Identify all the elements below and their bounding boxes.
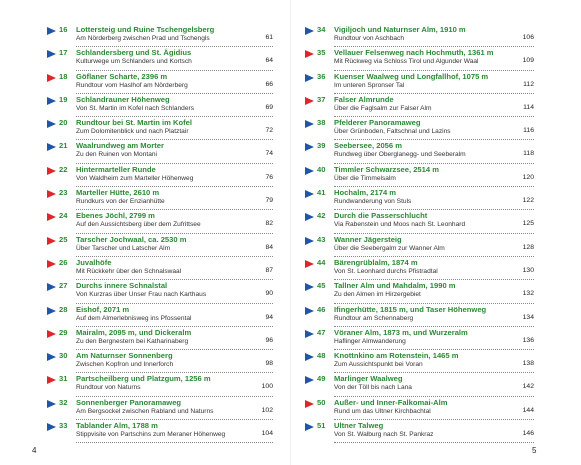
dotted-divider (76, 442, 273, 443)
tour-page-number: 61 (265, 34, 273, 41)
toc-entry[interactable] (47, 24, 273, 47)
toc-entry[interactable] (305, 234, 534, 257)
tour-page-number: 90 (265, 290, 273, 298)
toc-entry[interactable] (305, 373, 534, 396)
tour-number: 23 (59, 188, 68, 198)
toc-entry[interactable] (305, 94, 534, 117)
tour-page-number: 87 (265, 266, 273, 274)
blue-difficulty-flag-icon (47, 283, 56, 291)
toc-entry[interactable] (305, 47, 534, 70)
blue-difficulty-flag-icon (305, 143, 314, 151)
tour-title: Wanner Jägersteig (334, 234, 402, 244)
tour-subtitle: Rundkurs von der Enzianhütte (76, 198, 165, 206)
tour-subtitle: Von Kurzras über Unser Frau nach Karthaus (76, 291, 207, 299)
tour-page-number: 84 (265, 243, 273, 251)
tour-number: 35 (317, 48, 326, 58)
blue-difficulty-flag-icon (305, 74, 314, 82)
toc-list-left (47, 24, 273, 443)
toc-entry[interactable] (47, 420, 273, 443)
toc-entry[interactable] (305, 210, 534, 233)
tour-subtitle: Am Nörderberg zwischen Prad und Tschengls (76, 35, 210, 42)
tour-number: 41 (317, 188, 326, 198)
tour-subtitle: Rundtour von Naturns (76, 384, 141, 392)
tour-page-number: 102 (261, 406, 273, 414)
tour-title: Tarscher Jochwaal, ca. 2530 m (76, 234, 187, 244)
toc-entry[interactable] (305, 420, 534, 443)
tour-subtitle: Zum Aussichtspunkt bei Voran (334, 361, 423, 369)
red-difficulty-flag-icon (305, 50, 314, 58)
tour-page-number: 104 (261, 430, 273, 438)
tour-title: Durch die Passerschlucht (334, 211, 428, 221)
tour-title: Göflaner Scharte, 2396 m (76, 71, 168, 81)
blue-difficulty-flag-icon (305, 190, 314, 198)
tour-number: 20 (59, 118, 68, 128)
tour-page-number: 146 (522, 430, 534, 438)
tour-subtitle: Rundwanderung von Stuls (334, 198, 412, 206)
toc-entry[interactable] (305, 280, 534, 303)
toc-entry[interactable] (47, 280, 273, 303)
tour-title: Hochalm, 2174 m (334, 188, 397, 198)
blue-difficulty-flag-icon (47, 307, 56, 315)
toc-entry[interactable] (305, 117, 534, 140)
red-difficulty-flag-icon (47, 167, 56, 175)
tour-number: 31 (59, 374, 68, 384)
tour-title: Vöraner Alm, 1873 m, und Wurzeralm (334, 327, 468, 337)
toc-entry[interactable] (305, 304, 534, 327)
blue-difficulty-flag-icon (305, 330, 314, 338)
tour-number: 32 (59, 397, 68, 407)
blue-difficulty-flag-icon (305, 167, 314, 175)
tour-number: 40 (317, 164, 326, 174)
blue-difficulty-flag-icon (305, 423, 314, 431)
tour-subtitle: Von der Töll bis nach Lana (334, 384, 412, 392)
tour-subtitle: Im unteren Spronser Tal (334, 81, 405, 89)
tour-subtitle: Mit Rückkehr über den Schnalswaal (76, 267, 182, 275)
tour-page-number: 125 (522, 220, 534, 228)
tour-subtitle: Von St. Walburg nach St. Pankraz (334, 431, 434, 439)
toc-entry[interactable] (305, 71, 534, 94)
tour-page-number: 134 (522, 313, 534, 321)
tour-number: 30 (59, 351, 68, 361)
blue-difficulty-flag-icon (47, 50, 56, 58)
tour-page-number: 109 (522, 57, 534, 65)
tour-subtitle: Rundtour am Schennaberg (334, 314, 414, 322)
tour-subtitle: Rundtour vom Haslhof am Nörderberg (76, 81, 188, 89)
tour-subtitle: Über Tarscher und Latscher Alm (76, 244, 171, 252)
tour-title: Mairalm, 2095 m, und Dickeralm (76, 327, 192, 337)
tour-subtitle: Von Waldheim zum Marteller Höhenweg (76, 174, 194, 182)
tour-number: 29 (59, 327, 68, 337)
toc-entry[interactable] (47, 187, 273, 210)
blue-difficulty-flag-icon (305, 120, 314, 128)
toc-entry[interactable] (47, 234, 273, 257)
tour-page-number: 142 (522, 383, 534, 391)
tour-page-number: 98 (265, 360, 273, 368)
tour-number: 49 (317, 374, 326, 384)
blue-difficulty-flag-icon (305, 213, 314, 221)
toc-entry[interactable] (305, 187, 534, 210)
toc-entry[interactable] (47, 71, 273, 94)
tour-subtitle: Über die Seebergalm zur Wanner Alm (334, 244, 445, 252)
blue-difficulty-flag-icon (47, 97, 56, 105)
tour-number: 26 (59, 257, 68, 267)
tour-subtitle: Haflinger Almwanderung (334, 337, 406, 345)
blue-difficulty-flag-icon (47, 353, 56, 361)
tour-subtitle: Stippvisite von Partschins zum Meraner Höhenweg (76, 431, 226, 439)
red-difficulty-flag-icon (305, 260, 314, 268)
tour-title: Lottersteig und Ruine Tschengelsberg (76, 25, 215, 34)
tour-page-number: 138 (522, 360, 534, 368)
tour-page-number: 114 (523, 103, 534, 111)
toc-entry[interactable] (47, 94, 273, 117)
tour-page-number: 118 (523, 150, 534, 158)
tour-title: Tallner Alm und Mahdalm, 1990 m (334, 281, 456, 291)
tour-page-number: 72 (265, 127, 273, 135)
toc-entry[interactable] (47, 350, 273, 373)
toc-entry[interactable] (305, 140, 534, 163)
tour-title: Schlandrauner Höhenweg (76, 94, 170, 104)
tour-title: Durchs innere Schnalstal (76, 281, 168, 291)
tour-number: 21 (59, 141, 68, 151)
tour-page-number: 120 (522, 173, 534, 181)
red-difficulty-flag-icon (305, 97, 314, 105)
tour-title: Am Naturnser Sonnenberg (76, 351, 173, 361)
tour-title: Timmler Schwarzsee, 2514 m (334, 164, 439, 174)
tour-number: 42 (317, 211, 326, 221)
toc-entry[interactable] (47, 304, 273, 327)
tour-title: Knottnkino am Rotenstein, 1465 m (334, 351, 459, 361)
toc-entry[interactable] (47, 47, 273, 70)
tour-number: 18 (59, 71, 68, 81)
tour-title: Pfelderer Panoramaweg (334, 118, 421, 128)
tour-number: 39 (317, 141, 326, 151)
tour-title: Waalrundweg am Morter (76, 141, 164, 151)
tour-page-number: 82 (265, 220, 273, 228)
tour-number: 50 (317, 397, 326, 407)
tour-number: 16 (59, 25, 68, 34)
tour-page-number: 100 (261, 383, 273, 391)
toc-entry[interactable] (47, 210, 273, 233)
blue-difficulty-flag-icon (305, 376, 314, 384)
tour-page-number: 66 (265, 80, 273, 88)
right-page (291, 0, 581, 465)
tour-subtitle: Zu den Almen im Hirzergebiet (334, 291, 421, 299)
tour-title: Juvalhöfe (76, 257, 112, 267)
tour-subtitle: Über Grünboden, Faltschnal und Lazins (334, 128, 451, 136)
toc-entry[interactable] (305, 24, 534, 47)
blue-difficulty-flag-icon (47, 400, 56, 408)
tour-page-number: 116 (523, 127, 534, 135)
tour-page-number: 96 (265, 336, 273, 344)
tour-subtitle: Rundtour von Aschbach (334, 35, 405, 42)
tour-title: Tablander Alm, 1788 m (76, 421, 158, 431)
toc-entry[interactable] (47, 140, 273, 163)
toc-entry[interactable] (47, 117, 273, 140)
tour-number: 51 (317, 421, 326, 431)
tour-page-number: 76 (265, 173, 273, 181)
tour-title: Partscheilberg und Platzgum, 1256 m (76, 374, 211, 384)
tour-number: 44 (317, 257, 326, 267)
tour-number: 25 (59, 234, 68, 244)
tour-subtitle: Von St. Martin im Kofel nach Schlanders (76, 104, 195, 112)
tour-number: 24 (59, 211, 68, 221)
red-difficulty-flag-icon (47, 330, 56, 338)
dotted-divider (334, 442, 534, 443)
toc-entry[interactable] (305, 397, 534, 420)
toc-entry[interactable] (305, 327, 534, 350)
toc-entry[interactable] (47, 327, 273, 350)
tour-subtitle: Rundweg über Oberglanegg- und Seeberalm (334, 151, 466, 159)
tour-title: Vellauer Felsenweg nach Hochmuth, 1361 m (334, 48, 494, 58)
page-number-right: 5 (532, 446, 537, 455)
tour-number: 22 (59, 164, 68, 174)
tour-title: Ultner Talweg (334, 421, 384, 431)
tour-page-number: 106 (522, 34, 534, 41)
blue-difficulty-flag-icon (305, 237, 314, 245)
tour-number: 48 (317, 351, 326, 361)
tour-page-number: 74 (265, 150, 273, 158)
tour-title: Ebenes Jöchl, 2799 m (76, 211, 155, 221)
toc-entry[interactable] (305, 257, 534, 280)
tour-number: 37 (317, 94, 326, 104)
red-difficulty-flag-icon (47, 376, 56, 384)
tour-title: Seebersee, 2056 m (334, 141, 402, 151)
blue-difficulty-flag-icon (47, 120, 56, 128)
tour-page-number: 132 (522, 290, 534, 298)
tour-page-number: 128 (522, 243, 534, 251)
tour-number: 34 (317, 25, 326, 34)
tour-subtitle: Kulturwege um Schlanders und Kortsch (76, 58, 192, 66)
red-difficulty-flag-icon (47, 213, 56, 221)
tour-page-number: 122 (522, 197, 534, 205)
tour-title: Rundtour bei St. Martin im Kofel (76, 118, 193, 128)
tour-number: 28 (59, 304, 68, 314)
toc-entry[interactable] (47, 397, 273, 420)
tour-page-number: 130 (522, 266, 534, 274)
tour-page-number: 79 (265, 197, 273, 205)
tour-subtitle: Über die Timmelsalm (334, 174, 396, 182)
blue-difficulty-flag-icon (47, 423, 56, 431)
tour-title: Marteller Hütte, 2610 m (76, 188, 160, 198)
tour-page-number: 136 (522, 336, 534, 344)
red-difficulty-flag-icon (47, 260, 56, 268)
tour-number: 27 (59, 281, 68, 291)
tour-number: 36 (317, 71, 326, 81)
tour-subtitle: Von St. Leonhard durchs Pfistradtal (334, 267, 438, 275)
tour-title: Außer- und Inner-Falkomai-Alm (334, 397, 448, 407)
tour-title: Marlinger Waalweg (334, 374, 403, 384)
toc-entry[interactable] (305, 350, 534, 373)
tour-subtitle: Am Bergsockel zwischen Rabland und Naturns (76, 407, 214, 415)
tour-number: 45 (317, 281, 326, 291)
tour-title: Schlandersberg und St. Ägidius (76, 48, 192, 58)
tour-subtitle: Zum Dolomitenblick und nach Platztair (76, 128, 189, 136)
toc-list-right (305, 24, 534, 443)
tour-title: Bärengrüblalm, 1874 m (334, 257, 418, 267)
tour-number: 33 (59, 421, 68, 431)
tour-subtitle: Auf dem Almerlebnisweg ins Pfossental (76, 314, 192, 322)
tour-page-number: 94 (265, 313, 273, 321)
toc-entry[interactable] (47, 373, 273, 396)
blue-difficulty-flag-icon (305, 353, 314, 361)
blue-difficulty-flag-icon (47, 143, 56, 151)
tour-page-number: 64 (265, 57, 273, 65)
tour-number: 19 (59, 94, 68, 104)
tour-subtitle: Rund um das Ultner Kirchbachtal (334, 407, 431, 415)
tour-title: Sonnenberger Panoramaweg (76, 397, 182, 407)
tour-subtitle: Mit Rückweg via Schloss Tirol und Algunder Waal (334, 58, 479, 66)
left-page (0, 0, 290, 465)
tour-number: 38 (317, 118, 326, 128)
tour-number: 47 (317, 327, 326, 337)
blue-difficulty-flag-icon (305, 307, 314, 315)
toc-entry[interactable] (47, 257, 273, 280)
tour-page-number: 112 (523, 80, 534, 88)
tour-title: Ifingerhütte, 1815 m, und Taser Höhenweg (334, 304, 487, 314)
tour-subtitle: Zu den Bergnestern bei Katharinaberg (76, 337, 189, 345)
tour-subtitle: Zwischen Kopfron und Innerforch (76, 361, 174, 369)
toc-entry[interactable] (305, 164, 534, 187)
tour-number: 17 (59, 48, 68, 58)
blue-difficulty-flag-icon (305, 283, 314, 291)
red-difficulty-flag-icon (47, 237, 56, 245)
tour-page-number: 69 (265, 103, 273, 111)
page-number-left: 4 (32, 446, 37, 455)
blue-difficulty-flag-icon (305, 27, 314, 35)
tour-subtitle: Zu den Ruinen von Montani (76, 151, 158, 159)
blue-difficulty-flag-icon (47, 27, 56, 35)
tour-title: Vigiljoch und Naturnser Alm, 1910 m (334, 25, 466, 34)
tour-subtitle: Auf den Aussichtsberg über dem Zufrittsee (76, 221, 201, 229)
toc-entry[interactable] (47, 164, 273, 187)
tour-title: Hintermarteller Runde (76, 164, 156, 174)
tour-title: Kuenser Waalweg und Longfallhof, 1075 m (334, 71, 489, 81)
tour-number: 46 (317, 304, 326, 314)
tour-title: Eishof, 2071 m (76, 304, 130, 314)
tour-number: 43 (317, 234, 326, 244)
red-difficulty-flag-icon (305, 400, 314, 408)
tour-page-number: 144 (522, 406, 534, 414)
red-difficulty-flag-icon (47, 74, 56, 82)
red-difficulty-flag-icon (47, 190, 56, 198)
tour-subtitle: Via Rabenstein und Moos nach St. Leonhard (334, 221, 466, 229)
tour-subtitle: Über die Faglsalm zur Falser Alm (334, 104, 432, 112)
tour-title: Falser Almrunde (334, 94, 394, 104)
